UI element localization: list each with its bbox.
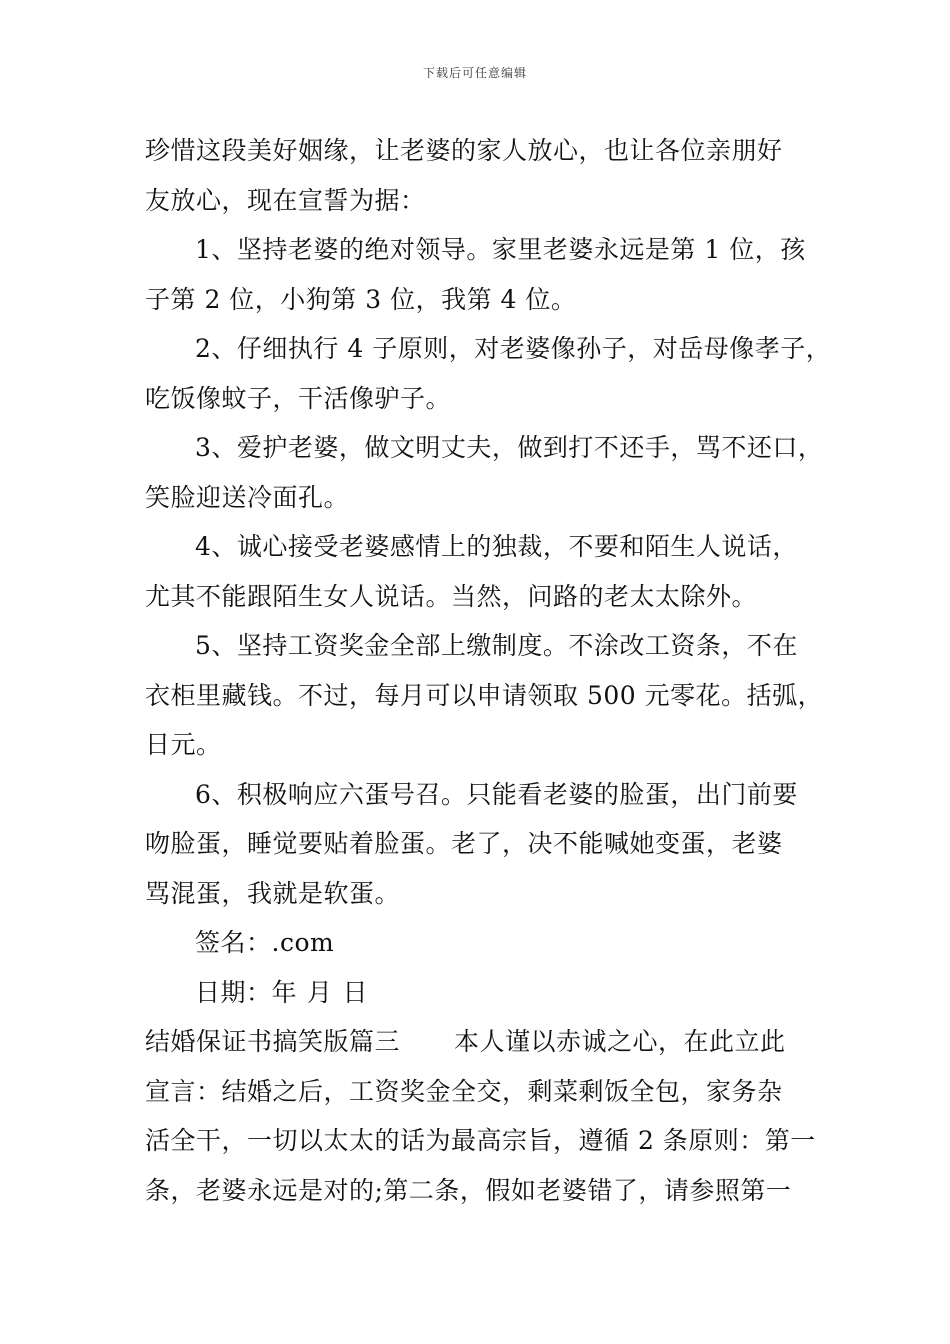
date-line [145,968,810,1018]
text-line: 衣柜里藏钱。不过，每月可以申请领取 500 元零花。括弧， [145,680,824,710]
text-line: 吻脸蛋，睡觉要贴着脸蛋。老了，决不能喊她变蛋，老婆 [145,829,783,858]
text-line: 活全干，一切以太太的话为最高宗旨，遵循 2 条原则：第一 [145,1126,816,1155]
text-line: 珍惜这段美好姻缘，让老婆的家人放心，也让各位亲朋好 [145,136,783,165]
rule-3-line: 3、爱护老婆，做文明丈夫，做到打不还手，骂不还口， [195,433,824,462]
text-line: 吃饭像蚊子，干活像驴子。 [145,383,452,413]
rule-5-line: 5、坚持工资奖金全部上缴制度。不涂改工资条，不在 [195,631,798,660]
text-line: 骂混蛋，我就是软蛋。 [145,878,401,908]
rule-6-line: 6、积极响应六蛋号召。只能看老婆的脸蛋，出门前要 [195,779,798,809]
text-line: 子第 2 位，小狗第 3 位，我第 4 位。 [145,284,577,314]
text-line: 尤其不能跟陌生女人说话。当然，问路的老太太除外。 [145,581,758,611]
rule-4-line: 4、诚心接受老婆感情上的独裁，不要和陌生人说话， [195,532,798,561]
page-header: 下载后可任意编辑 [422,66,527,80]
text-line: 日元。 [145,730,222,759]
date-month: 月 [307,977,333,1007]
rule-1-line: 1、坚持老婆的绝对领导。家里老婆永远是第 1 位，孩 [195,235,806,264]
section-first-line: 本人谨以赤诚之心，在此立此 [454,1027,786,1056]
document-body [145,126,832,1215]
signature-line: 签名：.com [195,928,335,957]
section-heading-line [145,1017,810,1067]
date-day: 日 [342,977,369,1007]
date-label: 日期： [195,977,272,1007]
text-line: 笑脸迎送冷面孔。 [145,482,350,512]
rule-2-line: 2、仔细执行 4 子原则，对老婆像孙子，对岳母像孝子， [195,334,832,363]
section-title: 结婚保证书搞笑版篇三 [145,1027,401,1056]
text-line: 友放心，现在宣誓为据： [145,185,426,215]
date-year: 年 [271,977,298,1007]
text-line: 条，老婆永远是对的;第二条，假如老婆错了，请参照第一 [145,1175,792,1205]
text-line: 宣言：结婚之后，工资奖金全交，剩菜剩饭全包，家务杂 [145,1076,783,1106]
